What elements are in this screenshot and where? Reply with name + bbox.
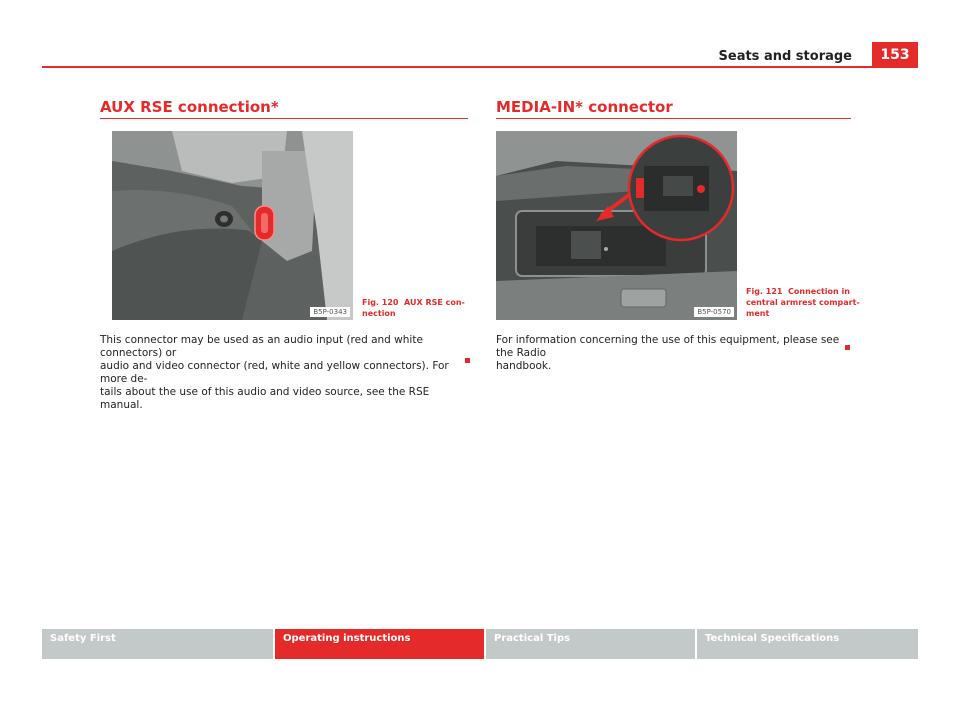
section-end-marker [465, 358, 470, 363]
figure-caption-121 [746, 286, 860, 319]
section-title-aux-rse: AUX RSE connection* [100, 98, 279, 116]
footer-tab-practical-tips[interactable]: Practical Tips [486, 629, 695, 659]
body-line: handbook. [496, 360, 552, 372]
caption-line: Connection in [788, 287, 850, 296]
footer-tab-safety-first[interactable]: Safety First [42, 629, 273, 659]
figure-aux-rse [112, 131, 353, 320]
usb-port-icon [636, 178, 644, 198]
caption-number: Fig. 121 [746, 287, 783, 296]
footer-nav [42, 629, 918, 659]
media-in-illustration [496, 131, 737, 320]
caption-line: central armrest compart- [746, 298, 860, 307]
figure-media-in [496, 131, 737, 320]
caption-line: AUX RSE con- [404, 298, 465, 307]
body-paragraph-aux [100, 334, 472, 412]
section-rule-left [100, 118, 468, 119]
caption-line: ment [746, 309, 770, 318]
section-end-marker [845, 345, 850, 350]
caption-line: nection [362, 309, 396, 318]
footer-tab-technical-specifications[interactable]: Technical Specifications [697, 629, 918, 659]
figure-code: B5P-0343 [310, 307, 350, 317]
header-rule [42, 66, 918, 68]
figure-caption-120 [362, 297, 465, 319]
body-line: This connector may be used as an audio input (red and white connectors) or [100, 334, 423, 359]
body-line: audio and video connector (red, white and yellow connectors). For more de- [100, 360, 449, 385]
page-number: 153 [872, 42, 918, 66]
aux-rse-illustration [112, 131, 353, 320]
section-title-media-in: MEDIA-IN* connector [496, 98, 673, 116]
body-line: For information concerning the use of this equipment, please see the Radio [496, 334, 840, 359]
body-line: tails about the use of this audio and video source, see the RSE manual. [100, 386, 430, 411]
caption-number: Fig. 120 [362, 298, 399, 307]
running-header: Seats and storage [718, 49, 852, 64]
footer-tab-operating-instructions[interactable]: Operating instructions [275, 629, 484, 659]
section-rule-right [496, 118, 851, 119]
figure-code: B5P-0570 [694, 307, 734, 317]
body-paragraph-media-in [496, 334, 856, 373]
